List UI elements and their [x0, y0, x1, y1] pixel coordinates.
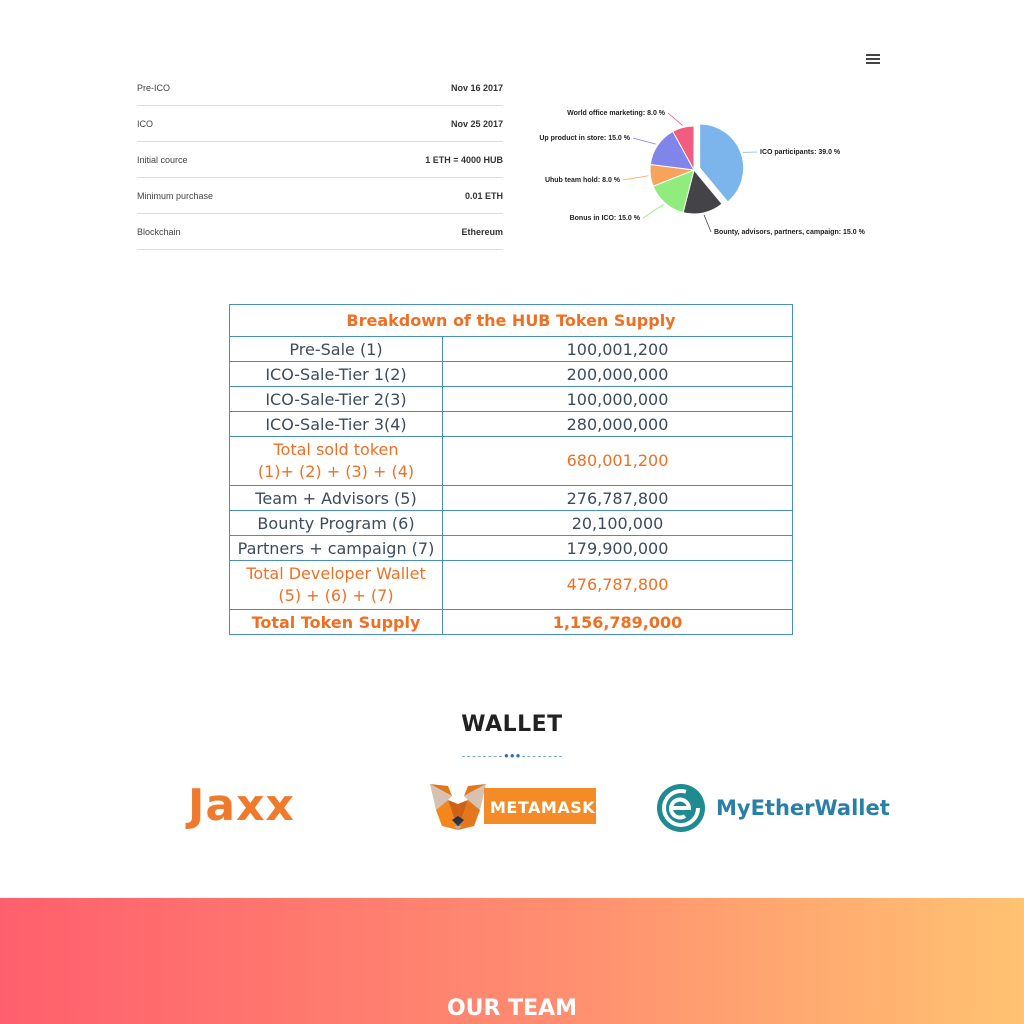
supply-label-line2: (5) + (6) + (7) — [278, 586, 394, 605]
supply-value-total-developer: 476,787,800 — [443, 561, 793, 610]
section-divider: ●●● — [462, 752, 562, 760]
supply-table-title: Breakdown of the HUB Token Supply — [230, 305, 793, 337]
pie-data-label: ICO participants: 39.0 % — [760, 149, 841, 156]
supply-value: 20,100,000 — [443, 511, 793, 536]
pie-data-label: World office marketing: 8.0 % — [567, 110, 665, 117]
supply-label: ICO-Sale-Tier 1(2) — [230, 362, 443, 387]
info-row-blockchain — [137, 214, 503, 250]
supply-label: Pre-Sale (1) — [230, 337, 443, 362]
info-label: Initial cource — [137, 154, 188, 165]
supply-label-line2: (1)+ (2) + (3) + (4) — [257, 462, 415, 481]
supply-value: 179,900,000 — [443, 536, 793, 561]
supply-label-line1: Total sold token — [273, 440, 399, 459]
info-row-minimum-purchase — [137, 178, 503, 214]
jaxx-logo[interactable]: Jaxx — [188, 780, 295, 831]
pie-connector-line — [704, 215, 711, 232]
supply-value: 100,000,000 — [443, 387, 793, 412]
token-distribution-pie-chart — [520, 100, 900, 250]
pie-data-label: Up product in store: 15.0 % — [539, 135, 630, 142]
pie-chart-svg — [520, 100, 900, 250]
supply-label-total-sold — [230, 437, 443, 486]
supply-label-total-supply: Total Token Supply — [230, 610, 443, 635]
supply-label: Team + Advisors (5) — [230, 486, 443, 511]
hub-token-supply-table — [229, 304, 793, 635]
our-team-section — [0, 898, 1024, 1024]
info-label: Minimum purchase — [137, 190, 214, 201]
supply-label-total-developer — [230, 561, 443, 610]
supply-label-line1: Total Developer Wallet — [246, 564, 426, 583]
pie-connector-line — [633, 138, 656, 144]
supply-label: Bounty Program (6) — [230, 511, 443, 536]
info-row-ico — [137, 106, 503, 142]
info-label: Pre-ICO — [137, 82, 171, 93]
supply-label: ICO-Sale-Tier 3(4) — [230, 412, 443, 437]
info-value: 1 ETH = 4000 HUB — [425, 154, 503, 165]
myetherwallet-logo[interactable] — [656, 783, 890, 833]
pie-connector-line — [668, 113, 683, 125]
info-label: ICO — [137, 118, 154, 129]
wallet-section-title: WALLET — [461, 712, 563, 737]
hamburger-menu-icon[interactable] — [866, 54, 880, 66]
info-label: Blockchain — [137, 226, 181, 237]
supply-value: 280,000,000 — [443, 412, 793, 437]
supply-value: 276,787,800 — [443, 486, 793, 511]
supply-label: ICO-Sale-Tier 2(3) — [230, 387, 443, 412]
pie-data-label: Uhub team hold: 8.0 % — [544, 177, 620, 184]
pie-connector-line — [623, 176, 648, 180]
info-row-initial-course — [137, 142, 503, 178]
supply-label: Partners + campaign (7) — [230, 536, 443, 561]
metamask-label: METAMASK — [490, 798, 596, 817]
info-value: Nov 25 2017 — [450, 118, 503, 129]
supply-value-total-supply: 1,156,789,000 — [443, 610, 793, 635]
metamask-fox-icon — [428, 780, 488, 832]
info-row-pre-ico — [137, 70, 503, 106]
our-team-title: OUR TEAM — [446, 996, 578, 1021]
supply-value: 200,000,000 — [443, 362, 793, 387]
myetherwallet-label: MyEtherWallet — [716, 796, 890, 820]
info-value: 0.01 ETH — [464, 190, 503, 201]
pie-data-label: Bounty, advisors, partners, campaign: 15.0 % — [714, 229, 865, 236]
myetherwallet-icon — [656, 783, 706, 833]
metamask-logo[interactable] — [428, 780, 596, 832]
info-value: Ethereum — [461, 226, 503, 237]
supply-value: 100,001,200 — [443, 337, 793, 362]
ico-info-table — [137, 70, 503, 250]
supply-value-total-sold: 680,001,200 — [443, 437, 793, 486]
pie-data-label: Bonus in ICO: 15.0 % — [569, 215, 640, 222]
info-value: Nov 16 2017 — [450, 82, 503, 93]
pie-connector-line — [643, 205, 664, 218]
